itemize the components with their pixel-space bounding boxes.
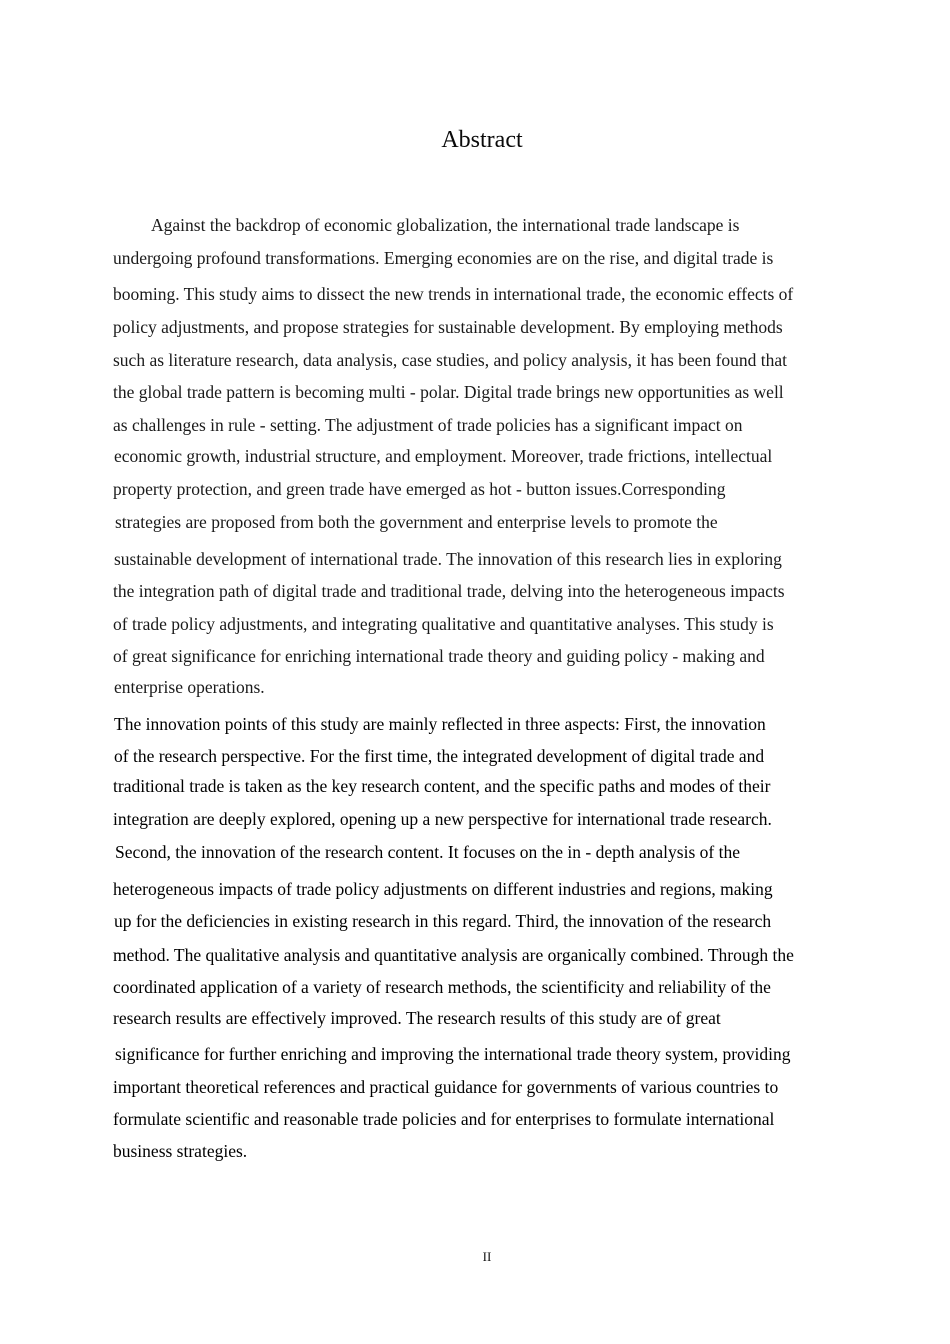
- text-line: economic growth, industrial structure, and employment. Moreover, trade frictions, intellectual: [114, 446, 773, 466]
- text-line: the integration path of digital trade and traditional trade, delving into the heterogeneous impacts: [113, 581, 785, 601]
- text-line: policy adjustments, and propose strategies for sustainable development. By employing methods: [113, 317, 783, 337]
- page-number: II: [482, 1249, 492, 1264]
- text-line: significance for further enriching and improving the international trade theory system, providing: [115, 1044, 791, 1064]
- page-title: Abstract: [441, 127, 523, 153]
- text-line: sustainable development of international trade. The innovation of this research lies in exploring: [114, 549, 782, 569]
- text-line: strategies are proposed from both the government and enterprise levels to promote the: [115, 512, 718, 532]
- text-line: enterprise operations.: [114, 677, 265, 697]
- text-line: formulate scientific and reasonable trade policies and for enterprises to formulate international: [113, 1109, 775, 1129]
- text-line: up for the deficiencies in existing research in this regard. Third, the innovation of the research: [114, 911, 772, 931]
- text-line: business strategies.: [113, 1141, 248, 1161]
- text-line: of trade policy adjustments, and integrating qualitative and quantitative analyses. This study is: [113, 614, 774, 634]
- text-line: integration are deeply explored, opening up a new perspective for international trade research.: [113, 809, 772, 829]
- text-line: important theoretical references and practical guidance for governments of various countries to: [113, 1077, 779, 1097]
- text-line: as challenges in rule - setting. The adjustment of trade policies has a significant impact on: [113, 415, 743, 435]
- text-line: the global trade pattern is becoming multi - polar. Digital trade brings new opportunities as well: [113, 382, 784, 402]
- text-line: booming. This study aims to dissect the new trends in international trade, the economic effects of: [113, 284, 794, 304]
- text-line: method. The qualitative analysis and quantitative analysis are organically combined. Through the: [113, 945, 794, 965]
- text-line: Second, the innovation of the research content. It focuses on the in - depth analysis of the: [115, 842, 740, 862]
- text-line: coordinated application of a variety of research methods, the scientificity and reliability of the: [113, 977, 771, 997]
- text-line: The innovation points of this study are mainly reflected in three aspects: First, the innovation: [114, 714, 766, 734]
- text-line: of the research perspective. For the first time, the integrated development of digital trade and: [114, 746, 765, 766]
- text-line: of great significance for enriching international trade theory and guiding policy - making and: [113, 646, 765, 666]
- text-line: property protection, and green trade have emerged as hot - button issues.Corresponding: [113, 479, 726, 499]
- text-line: Against the backdrop of economic globalization, the international trade landscape is: [151, 215, 740, 235]
- text-line: research results are effectively improved. The research results of this study are of great: [113, 1008, 721, 1028]
- text-line: heterogeneous impacts of trade policy adjustments on different industries and regions, making: [113, 879, 773, 899]
- text-line: traditional trade is taken as the key research content, and the specific paths and modes of their: [113, 776, 771, 796]
- text-line: undergoing profound transformations. Emerging economies are on the rise, and digital trade is: [113, 248, 774, 268]
- text-line: such as literature research, data analysis, case studies, and policy analysis, it has been found that: [113, 350, 788, 370]
